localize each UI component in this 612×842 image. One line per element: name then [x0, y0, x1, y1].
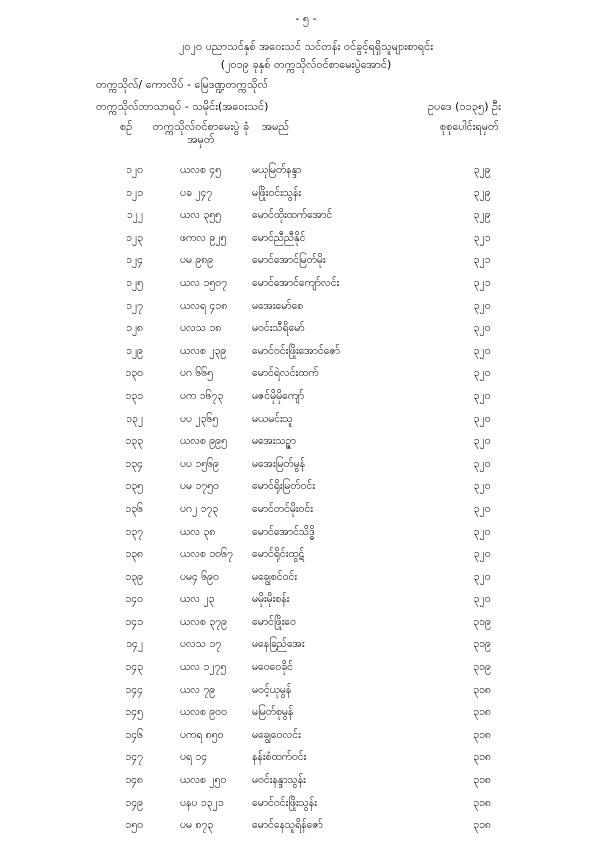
- roll-number: ယလ ၃၈: [180, 525, 216, 538]
- total-score: ၃၂၀: [473, 593, 491, 606]
- row-number: ၁၂၂: [126, 209, 143, 222]
- candidate-name: မမိုးမိုးစန်း: [252, 593, 290, 606]
- row-number: ၁၃၀: [125, 367, 143, 380]
- roll-number: ယလစ ၉၀၀: [180, 706, 227, 719]
- total-score: ၃၁၈: [473, 706, 491, 719]
- candidate-name: မောင်ညီညီနိုင်: [252, 231, 306, 244]
- row-number: ၁၃၉: [125, 570, 143, 583]
- table-row: [0, 480, 612, 503]
- total-score: ၃၁၈: [473, 683, 491, 696]
- row-number: ၁၃၈: [125, 548, 143, 561]
- total-score: ၃၂၀: [473, 412, 491, 425]
- row-number: ၁၂၈: [125, 322, 143, 335]
- row-number: ၁၄၈: [125, 774, 143, 787]
- roll-number: ယလစ ၂၅၀: [180, 774, 227, 787]
- total-score: ၃၂၀: [473, 435, 491, 448]
- row-number: ၁၃၆: [125, 502, 143, 515]
- row-number: ၁၂၁: [126, 186, 143, 199]
- candidate-name: မဝေဝေခိုင်: [252, 661, 293, 674]
- total-score: ၃၁၈: [473, 751, 491, 764]
- row-number: ၁၂၉: [126, 344, 143, 357]
- page-number: - ၅ -: [295, 12, 317, 25]
- table-row: [0, 751, 612, 774]
- table-row: [0, 661, 612, 684]
- row-number: ၁၄၉: [125, 796, 143, 809]
- candidate-name: မချွေစင်ဝင်း: [252, 570, 297, 583]
- quota-line: ဥပဒေ (၁၁၃၅) ဦး: [428, 100, 501, 113]
- roll-number: ယလစ ၃၇၉: [180, 615, 227, 628]
- candidate-name: မောင်ဝင်းဖြိုးသွန်း: [252, 796, 317, 809]
- row-number: ၁၂၄: [126, 254, 143, 267]
- roll-number: ပလသ ၁၈: [180, 322, 222, 335]
- candidate-name: မယုမြတ်နန္ဒာ: [252, 164, 302, 176]
- candidate-name: မောင်ဖြိုးဝေ: [252, 615, 296, 628]
- row-number: ၁၄၃: [125, 661, 143, 674]
- roll-number: ပခ ၂၄၇: [180, 186, 213, 199]
- table-row: [0, 638, 612, 661]
- roll-number: ပမ ၉၈၉: [180, 254, 214, 267]
- candidate-name: မဖြိုးဝင်းသွန်း: [252, 186, 302, 199]
- candidate-name: မအေးမော်စေ: [252, 299, 304, 312]
- candidate-name: မောင်ဝင်းဖြိုးအောင်ဇော်: [252, 344, 340, 357]
- roll-number: ပမ ၈၇၃: [180, 819, 214, 832]
- candidate-name: မောင်ထိုးထက်အောင်: [252, 209, 333, 222]
- row-number: ၁၄၆: [125, 728, 143, 741]
- row-number: ၁၂၀: [126, 164, 143, 176]
- row-number: ၁၄၂: [126, 638, 143, 651]
- total-score: ၃၂၀: [473, 548, 491, 561]
- candidate-name: မယမင်းသူ: [252, 412, 293, 425]
- roll-number: ပကရ ၈၅၀: [180, 728, 224, 741]
- table-row: [0, 458, 612, 481]
- document-subtitle: (၂၀၁၉ ခုနှစ် တက္ကသိုလ်ဝင်စာမေးပွဲအောင်): [220, 58, 392, 71]
- table-row: [0, 413, 612, 436]
- total-score: ၃၁၈: [473, 796, 491, 809]
- table-row: [0, 616, 612, 639]
- total-score: ၃၂၀: [473, 570, 491, 583]
- total-score: ၃၂၁: [473, 254, 491, 267]
- table-row: [0, 819, 612, 842]
- total-score: ၃၂၀: [473, 389, 491, 402]
- table-row: [0, 345, 612, 368]
- roll-number: ယလရ ၄၁၈: [180, 299, 228, 312]
- table-row: [0, 774, 612, 797]
- candidate-name: မမြတ်စုမွန်: [252, 706, 294, 719]
- column-header-score: စုစုပေါင်းရမှတ်: [440, 120, 499, 133]
- table-row: [0, 277, 612, 300]
- total-score: ၃၂၀: [473, 299, 491, 312]
- table-row: [0, 390, 612, 413]
- candidate-name: မချွေဝေလင်း: [252, 728, 301, 741]
- total-score: ၃၁၉: [473, 661, 491, 674]
- candidate-name: မဝင့်ယုမွန်: [252, 683, 292, 696]
- roll-number: ပက ၁၆၇၃: [180, 389, 224, 402]
- roll-number: ပပ ၁၅၆၉: [180, 457, 219, 470]
- table-row: [0, 254, 612, 277]
- candidate-name: မောင်ရိုင်းထွဋ်: [252, 548, 305, 561]
- table-row: [0, 571, 612, 594]
- table-row: [0, 435, 612, 458]
- total-score: ၃၂၉: [473, 209, 491, 222]
- row-number: ၁၄၄: [125, 683, 143, 696]
- row-number: ၁၄၀: [125, 593, 143, 606]
- table-row: [0, 706, 612, 729]
- roll-number: ယလ ၁၅၀၇: [180, 276, 227, 289]
- roll-number: ပလသ ၁၇: [180, 638, 222, 651]
- roll-number: ပမ၄ ၆၉၀: [180, 570, 219, 583]
- candidate-name: မအေးမြတ်မွန်: [252, 457, 306, 470]
- roll-number: ယလ ၁၂၇၅: [180, 661, 227, 674]
- row-number: ၁၄၇: [125, 751, 143, 764]
- row-number: ၁၄၁: [125, 615, 143, 628]
- row-number: ၁၂၅: [126, 276, 143, 289]
- total-score: ၃၁၈: [473, 819, 491, 832]
- table-row: [0, 367, 612, 390]
- total-score: ၃၂၀: [473, 457, 491, 470]
- total-score: ၃၂၁: [473, 231, 491, 244]
- roll-number: ပပ ၂၃၆၅: [180, 412, 219, 425]
- total-score: ၃၂၉: [473, 186, 491, 199]
- roll-number: ပဂ၂ ၁၇၃: [180, 502, 219, 515]
- table-row: [0, 729, 612, 752]
- row-number: ၁၃၄: [125, 457, 143, 470]
- column-header-name: အမည်: [262, 120, 290, 133]
- roll-number: ယလစ ၉၉၅: [180, 435, 227, 448]
- table-row: [0, 593, 612, 616]
- table-row: [0, 232, 612, 255]
- row-number: ၁၃၅: [125, 480, 143, 493]
- column-header-roll: တက္ကသိုလ်ဝင်စာမေးပွဲ ခုံအမှတ်: [152, 120, 250, 146]
- roll-number: ယလ ၂၃: [180, 593, 215, 606]
- row-number: ၁၃၃: [125, 435, 143, 448]
- total-score: ၃၂၀: [473, 502, 491, 515]
- table-row: [0, 503, 612, 526]
- candidate-name: မောင်အောင်မြတ်မိုး: [252, 254, 326, 267]
- candidate-name: မောင်အောင်ကျော်လင်း: [252, 276, 340, 289]
- table-row: [0, 548, 612, 571]
- column-header-no: စဉ်: [120, 120, 133, 133]
- roll-number: ယလ ၃၅၅: [180, 209, 222, 222]
- roll-number: ပနပ ၁၃၂၁: [180, 796, 224, 809]
- total-score: ၃၂၀: [473, 344, 491, 357]
- roll-number: ပရ ၁၄: [180, 751, 208, 764]
- roll-number: ပမ ၁၇၅၀: [180, 480, 219, 493]
- table-row: [0, 164, 612, 187]
- university-line: တက္ကသိုလ်/ ကောလိပ် - မြေဒဏ္ဍတက္ကသိုလ်: [96, 78, 268, 91]
- roll-number: ယလစ ၂၃၉: [180, 344, 227, 357]
- table-row: [0, 684, 612, 707]
- candidate-name: မဝင်းနန္ဒာသွန်း: [252, 774, 306, 787]
- candidate-name: မဝင်းသီရိမော်: [252, 322, 305, 335]
- total-score: ၃၂၀: [473, 367, 491, 380]
- table-row: [0, 300, 612, 323]
- total-score: ၃၁၈: [473, 774, 491, 787]
- candidate-name: မနေခြည်အေး: [252, 638, 305, 651]
- roll-number: ဖကလ ၉၂၅: [180, 231, 227, 244]
- roll-number: ယလစ ၁၀၆၇: [180, 548, 233, 561]
- table-row: [0, 797, 612, 820]
- table-row: [0, 526, 612, 549]
- candidate-list: [0, 164, 612, 842]
- roll-number: ယလစ ၄၅: [180, 164, 222, 176]
- row-number: ၁၃၂: [126, 412, 143, 425]
- row-number: ၁၂၃: [126, 231, 143, 244]
- candidate-name: မောင်နေသူရိန်ဇော်: [252, 819, 323, 832]
- row-number: ၁၃၇: [125, 525, 143, 538]
- candidate-name: မအေးသဉ္ဇာ: [252, 435, 296, 448]
- total-score: ၃၂၁: [473, 276, 491, 289]
- total-score: ၃၂၉: [473, 164, 491, 176]
- candidate-name: မောင်အောင်သိဒ္ဓိ: [252, 525, 315, 538]
- table-row: [0, 187, 612, 210]
- table-row: [0, 322, 612, 345]
- table-row: [0, 209, 612, 232]
- row-number: ၁၂၇: [126, 299, 143, 312]
- subject-line: တက္ကသိုလ်ဘာသာရပ် - သမိုင်း(အဝေးသင်): [96, 100, 269, 113]
- total-score: ၃၂၀: [473, 322, 491, 335]
- total-score: ၃၂၀: [473, 525, 491, 538]
- row-number: ၁၃၁: [125, 389, 143, 402]
- total-score: ၃၁၈: [473, 728, 491, 741]
- candidate-name: မောင်ရိုးမြတ်ဝင်း: [252, 480, 315, 493]
- row-number: ၁၅၀: [125, 819, 143, 832]
- roll-number: ပဂ ၆၆၅: [180, 367, 214, 380]
- roll-number: ယလ ၇၉: [180, 683, 216, 696]
- candidate-name: မောင်ရဲလင်းထက်: [252, 367, 319, 380]
- candidate-name: နန်းစံထက်ဝင်း: [252, 751, 307, 764]
- candidate-name: မောင်တင်မိုးဝင်း: [252, 502, 313, 515]
- total-score: ၃၁၉: [473, 615, 491, 628]
- total-score: ၃၁၉: [473, 638, 491, 651]
- document-title: ၂၀၂၀ ပညာသင်နှစ် အဝေးသင် သင်တန်း ဝင်ခွင့်ရရှိသူများစာရင်း: [178, 40, 433, 53]
- row-number: ၁၄၅: [125, 706, 143, 719]
- candidate-name: မဇင်မိုမိုကျော်: [252, 389, 305, 402]
- total-score: ၃၂၀: [473, 480, 491, 493]
